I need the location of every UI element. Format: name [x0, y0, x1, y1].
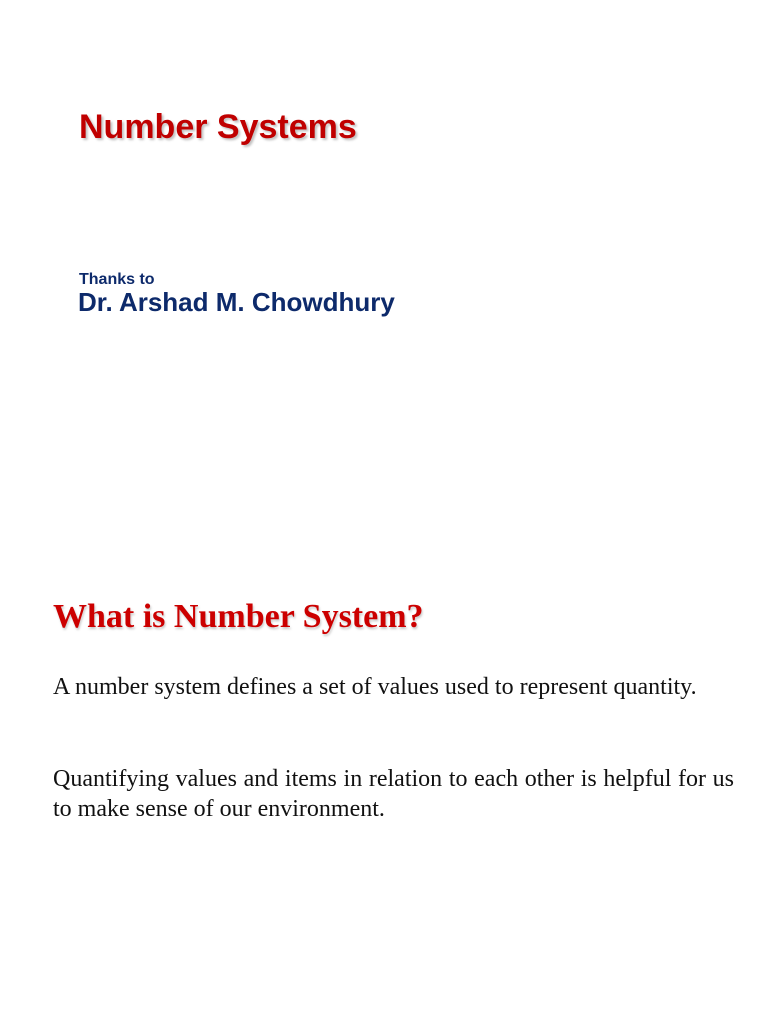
section-heading: What is Number System?: [53, 598, 424, 635]
slide-title: Number Systems: [79, 108, 357, 146]
author-name: Dr. Arshad M. Chowdhury: [78, 287, 395, 317]
definition-paragraph: A number system defines a set of values used to represent quantity.: [53, 674, 697, 700]
thanks-label: Thanks to: [79, 271, 155, 288]
purpose-paragraph: Quantifying values and items in relation to each other is helpful for us to make sense of our environment.: [53, 766, 734, 822]
